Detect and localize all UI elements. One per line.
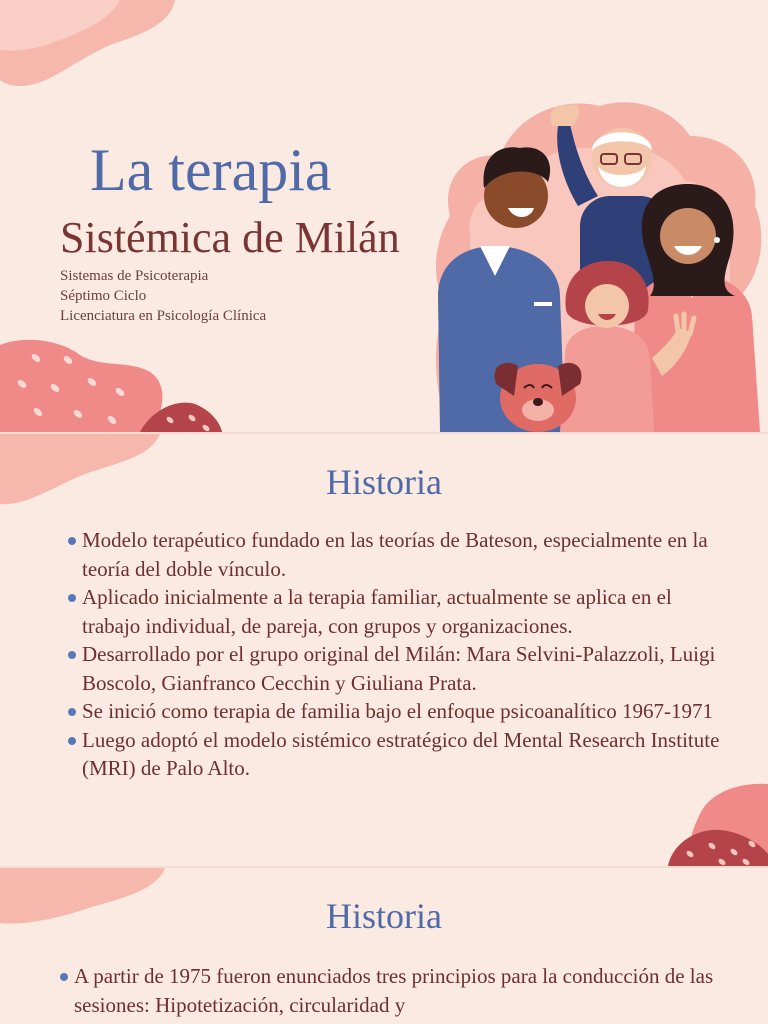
bullet-list [66,526,726,783]
list-item: Modelo terapéutico fundado en las teorías de Bateson, especialmente en la teoría del doble vínculo. [66,526,726,583]
list-item: Se inició como terapia de familia bajo el enfoque psicoanalítico 1967-1971 [66,697,726,726]
bullet-icon [68,708,76,716]
list-item: A partir de 1975 fueron enunciados tres principios para la conducción de las sesiones: Hipotetización, circularidad y [58,962,738,1019]
bullet-icon [68,651,76,659]
history-slide [0,434,768,866]
degree-program: Licenciatura en Psicología Clínica [60,308,267,324]
list-item: Desarrollado por el grupo original del Milán: Mara Selvini-Palazzoli, Luigi Boscolo, Gianfranco Cecchin y Giuliana Prata. [66,640,726,697]
cover-subtitle: Sistémica de Milán [60,213,400,262]
history-slide-2 [0,868,768,1024]
list-item: Aplicado inicialmente a la terapia familiar, actualmente se aplica en el trabajo individual, de pareja, con grupos y organizaciones. [66,583,726,640]
bullet-icon [68,594,76,602]
bullet-icon [68,537,76,545]
family-illustration [430,96,768,432]
semester: Séptimo Ciclo [60,288,147,304]
course-name: Sistemas de Psicoterapia [60,268,209,284]
slide-title: Historia [326,462,442,502]
slide-title: Historia [326,896,442,936]
cover-meta [60,266,266,326]
cover-title: La terapia [90,137,332,203]
bullet-icon [60,973,68,981]
bullet-list [58,962,738,1019]
bullet-icon [68,737,76,745]
list-item: Luego adoptó el modelo sistémico estratégico del Mental Research Institute (MRI) de Palo Alto. [66,726,726,783]
cover-slide [0,0,768,432]
